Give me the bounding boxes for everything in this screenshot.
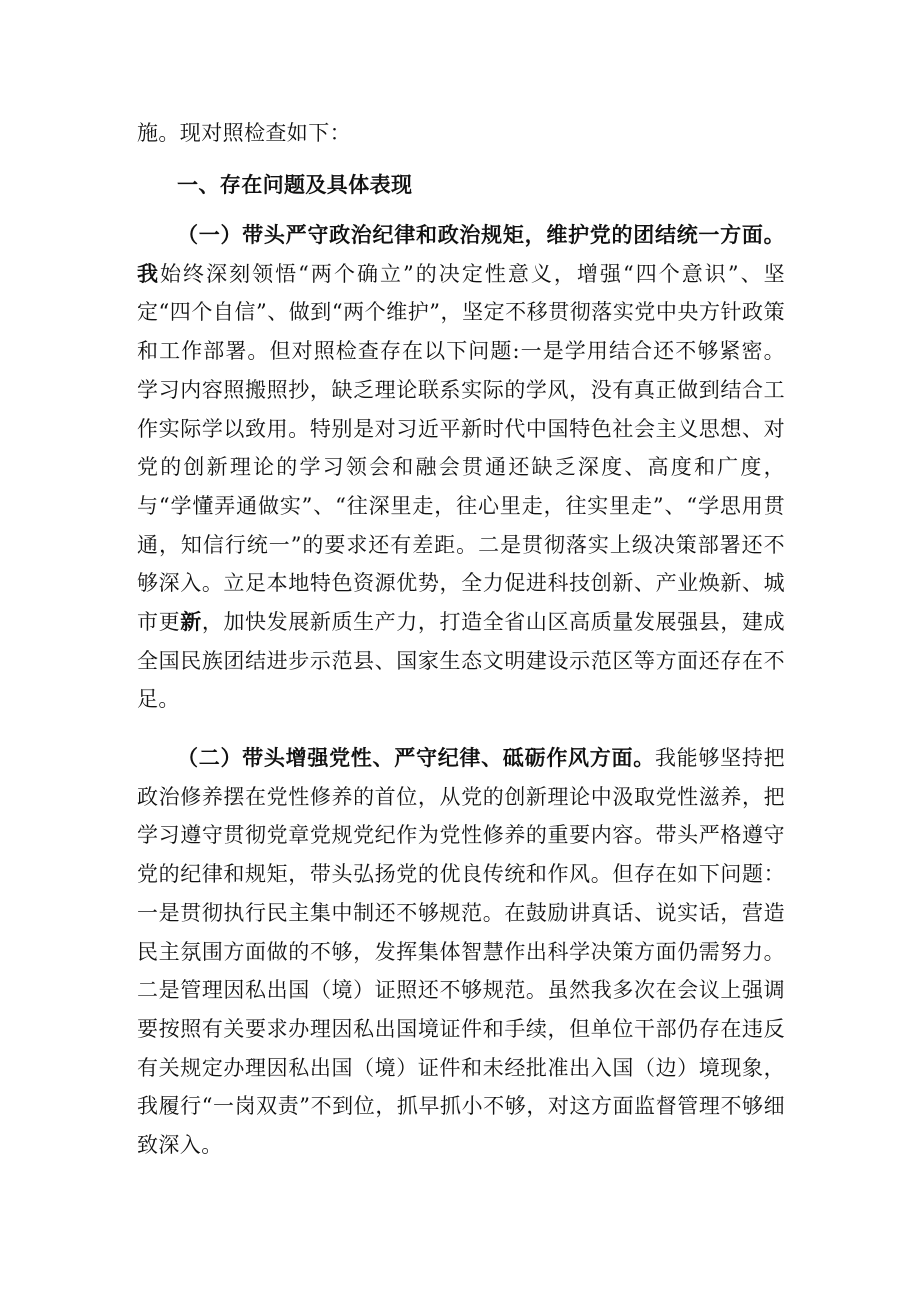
intro-paragraph: 施。现对照检查如下： — [137, 121, 351, 145]
section-heading: 一、存在问题及具体表现 — [177, 172, 413, 197]
paragraph-section-2 — [137, 739, 785, 1165]
section-1-body-a: 始终深刻领悟“两个确立”的决定性意义，增强“四个意识”、坚定“四个自信”、做到“两个维护”，坚定不移贯彻落实党中央方针政策和工作部署。但对照检查存在以下问题:一是学用结合还不够紧密。学习内容照搬照抄，缺乏理论联系实际的学风，没有真正做到结合工作实际学以致用。特别是对习近平新时代中国特色社会主义思想、对党的创新理论的学习领会和融会贯通还缺乏深度、高度和广度，与“学懂弄通做实”、“往深里走，往心里走，往实里走”、“学思用贯通，知信行统一”的要求还有差距。二是贯彻落实上级决策部署还不够深入。立足本地特色资源优势，全力促进科技创新、产业焕新、城市更 — [137, 261, 785, 635]
section-2-lead: （二）带头增强党性、严守纪律、砥砺作风方面。 — [177, 745, 655, 770]
section-2-body: 我能够坚持把政治修养摆在党性修养的首位，从党的创新理论中汲取党性滋养，把学习遵守贯彻党章党规党纪作为党性修养的重要内容。带头严格遵守党的纪律和规矩，带头弘扬党的优良传统和作风。但存在如下问题：一是贯彻执行民主集中制还不够规范。在鼓励讲真话、说实话，营造民主氛围方面做的不够，发挥集体智慧作出科学决策方面仍需努力。二是管理因私出国（境）证照还不够规范。虽然我多次在会议上强调要按照有关要求办理因私出国境证件和手续，但单位干部仍存在违反有关规定办理因私出国（境）证件和未经批准出入国（边）境现象，我履行“一岗双责”不到位，抓早抓小不够，对这方面监督管理不够细致深入。 — [137, 746, 785, 1158]
paragraph-section-1 — [137, 216, 785, 719]
section-1-body-b: ，加快发展新质生产力，打造全省山区高质量发展强县，建成全国民族团结进步示范县、国家生态文明建设示范区等方面还存在不足。 — [137, 610, 785, 712]
section-1-bold-char: 新 — [180, 609, 202, 635]
section-1-lead: （一）带头严守政治纪律和政治规矩，维护党的团结统一方面。我 — [137, 222, 785, 286]
